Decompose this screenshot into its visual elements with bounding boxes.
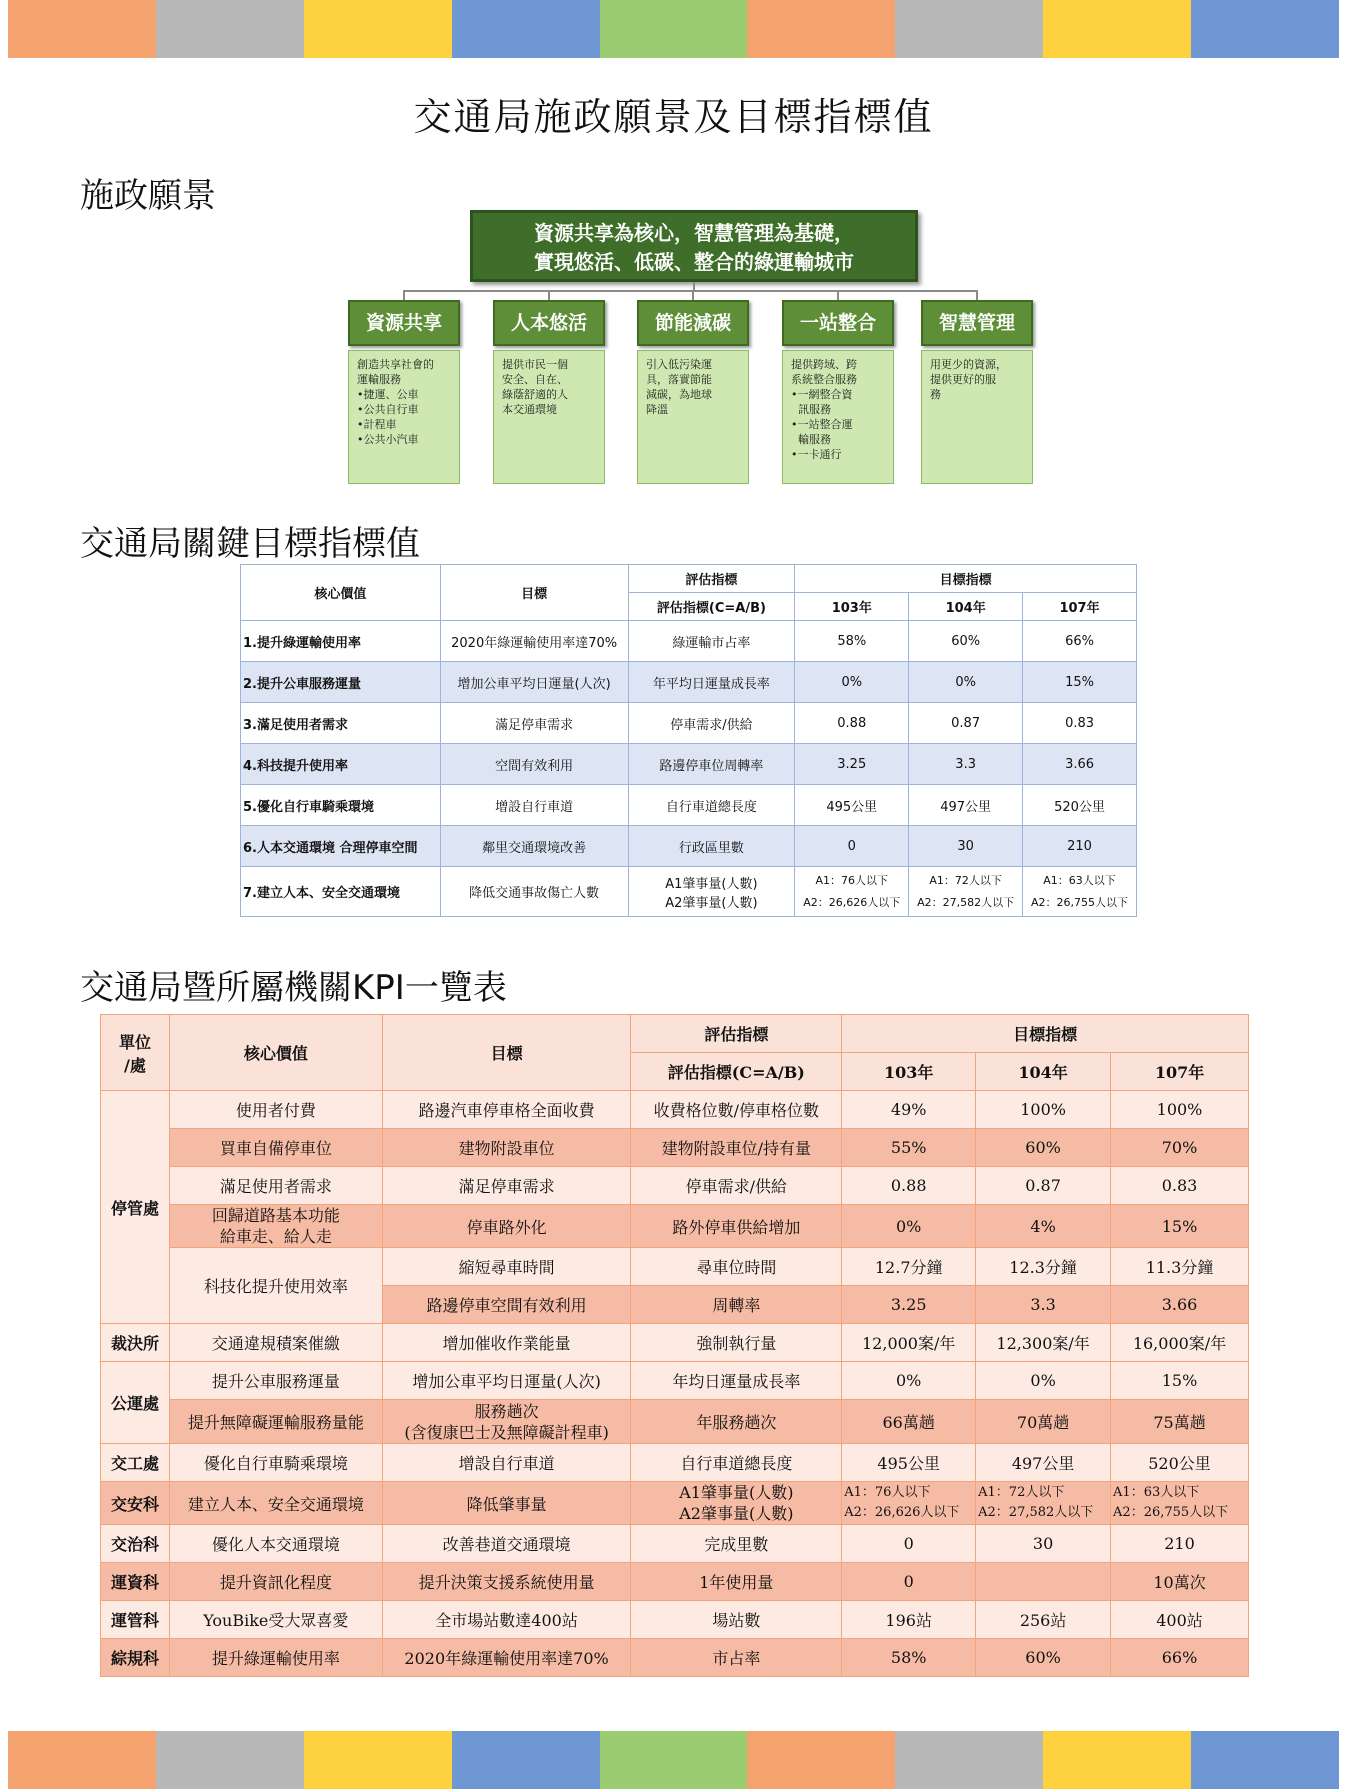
unit-cell: 交治科 (101, 1525, 170, 1563)
cell: 66% (1023, 621, 1137, 662)
cell: 鄰里交通環境改善 (440, 826, 628, 867)
cell: 0.83 (1023, 703, 1137, 744)
header-core: 核心價值 (241, 565, 441, 621)
cell: 0% (795, 662, 909, 703)
table-row (241, 867, 1137, 917)
cell: 場站數 (631, 1601, 842, 1639)
cell: 3.66 (1111, 1286, 1249, 1324)
cell: 3.25 (842, 1286, 976, 1324)
cell: 12.3分鐘 (976, 1248, 1111, 1286)
table-row (101, 1167, 1249, 1205)
cell-line: 服務趟次 (474, 1401, 539, 1421)
cell: 6.人本交通環境 合理停車空間 (241, 826, 441, 867)
cell: 完成里數 (631, 1525, 842, 1563)
cell: 0% (842, 1362, 976, 1400)
cell: 自行車道總長度 (628, 785, 795, 826)
cell: 收費格位數/停車格位數 (631, 1091, 842, 1129)
cell: 年均日運量成長率 (631, 1362, 842, 1400)
cell: 行政區里數 (628, 826, 795, 867)
cell-line: (含復康巴士及無障礙計程車) (404, 1422, 609, 1442)
pillar-smart-management (921, 300, 1033, 484)
cell-line: A2：26,755人以下 (1031, 895, 1129, 909)
table-row (241, 703, 1137, 744)
table-row (101, 1525, 1249, 1563)
cell: 12,300案/年 (976, 1324, 1111, 1362)
pillar-text: 提供跨域、跨 系統整合服務 •一網整合資 訊服務 •一站整合運 輸服務 •一卡通行 (791, 358, 857, 461)
color-segment (304, 0, 452, 58)
cell: 70萬趟 (976, 1400, 1111, 1444)
cell (169, 1205, 382, 1248)
cell: 3.25 (795, 744, 909, 785)
cell: 1.提升綠運輸使用率 (241, 621, 441, 662)
cell: 交通違規積案催繳 (169, 1324, 382, 1362)
cell: 自行車道總長度 (631, 1444, 842, 1482)
cell: 全市場站數達400站 (382, 1601, 631, 1639)
pillar-head: 人本悠活 (493, 300, 605, 346)
unit-cell: 交工處 (101, 1444, 170, 1482)
color-segment (452, 0, 600, 58)
cell: 降低肇事量 (382, 1482, 631, 1525)
cell (976, 1482, 1111, 1525)
pillar-text: 引入低污染運 具，落實節能 減碳，為地球 降溫 (646, 358, 712, 416)
cell: 0.88 (842, 1167, 976, 1205)
cell: 增加公車平均日運量(人次) (440, 662, 628, 703)
cell: 497公里 (976, 1444, 1111, 1482)
vision-root-line2: 實現悠活、低碳、整合的綠運輸城市 (534, 250, 854, 274)
cell: 買車自備停車位 (169, 1129, 382, 1167)
cell: 周轉率 (631, 1286, 842, 1324)
color-segment (600, 0, 748, 58)
cell: 400站 (1111, 1601, 1249, 1639)
cell: 0% (909, 662, 1023, 703)
color-segment (747, 0, 895, 58)
header-eval-formula: 評估指標(C=A/B) (628, 593, 795, 621)
cell: 2020年綠運輸使用率達70% (382, 1639, 631, 1677)
cell (1023, 867, 1137, 917)
vision-root-line1: 資源共享為核心，智慧管理為基礎， (534, 221, 854, 245)
cell (842, 1482, 976, 1525)
cell: 滿足停車需求 (440, 703, 628, 744)
cell: 3.3 (909, 744, 1023, 785)
cell: 提升綠運輸使用率 (169, 1639, 382, 1677)
cell: 60% (976, 1639, 1111, 1677)
cell: 75萬趟 (1111, 1400, 1249, 1444)
header-unit-line1: 單位 (118, 1032, 151, 1052)
table-row (101, 1324, 1249, 1362)
cell (795, 867, 909, 917)
color-segment (8, 1731, 156, 1789)
cell: 提升無障礙運輸服務量能 (169, 1400, 382, 1444)
cell: 12,000案/年 (842, 1324, 976, 1362)
cell-line: A1：63人以下 (1113, 1485, 1200, 1500)
cell: 增設自行車道 (382, 1444, 631, 1482)
table-row (101, 1362, 1249, 1400)
color-segment (895, 1731, 1043, 1789)
cell: 3.滿足使用者需求 (241, 703, 441, 744)
top-color-bar (8, 0, 1339, 58)
cell: 196站 (842, 1601, 976, 1639)
cell: 尋車位時間 (631, 1248, 842, 1286)
color-segment (304, 1731, 452, 1789)
header-107: 107年 (1023, 593, 1137, 621)
color-segment (1043, 0, 1191, 58)
table-row (101, 1400, 1249, 1444)
cell-line: A1：72人以下 (978, 1485, 1065, 1500)
pillar-head: 資源共享 (348, 300, 460, 346)
cell: 縮短尋車時間 (382, 1248, 631, 1286)
cell: 增設自行車道 (440, 785, 628, 826)
cell: 綠運輸市占率 (628, 621, 795, 662)
pillar-body (782, 350, 894, 484)
cell: 12.7分鐘 (842, 1248, 976, 1286)
cell: 市占率 (631, 1639, 842, 1677)
color-segment (452, 1731, 600, 1789)
cell: 提升資訊化程度 (169, 1563, 382, 1601)
header-103: 103年 (842, 1053, 976, 1091)
cell: 0.87 (976, 1167, 1111, 1205)
header-eval: 評估指標 (628, 565, 795, 593)
cell: 路外停車供給增加 (631, 1205, 842, 1248)
cell: 10萬次 (1111, 1563, 1249, 1601)
cell-line: A1：76人以下 (844, 1485, 931, 1500)
table-row (101, 1639, 1249, 1677)
pillar-body (637, 350, 749, 484)
table-row (241, 826, 1137, 867)
pillar-head: 一站整合 (782, 300, 894, 346)
cell-line: A1肇事量(人數) (665, 876, 758, 892)
cell: 55% (842, 1129, 976, 1167)
cell: 49% (842, 1091, 976, 1129)
cell: 70% (1111, 1129, 1249, 1167)
header-107: 107年 (1111, 1053, 1249, 1091)
cell: 0.87 (909, 703, 1023, 744)
cell: 降低交通事故傷亡人數 (440, 867, 628, 917)
cell: 路邊汽車停車格全面收費 (382, 1091, 631, 1129)
header-eval-formula: 評估指標(C=A/B) (631, 1053, 842, 1091)
pillar-energy-saving (637, 300, 749, 484)
cell: YouBike受大眾喜愛 (169, 1601, 382, 1639)
cell: 建物附設車位 (382, 1129, 631, 1167)
cell (909, 867, 1023, 917)
cell: 66萬趟 (842, 1400, 976, 1444)
table-row (101, 1601, 1249, 1639)
pillar-head: 智慧管理 (921, 300, 1033, 346)
kpi1-section-title: 交通局關鍵目標指標值 (80, 524, 420, 564)
cell: 路邊停車空間有效利用 (382, 1286, 631, 1324)
pillar-body (493, 350, 605, 484)
cell: 30 (909, 826, 1023, 867)
cell (631, 1482, 842, 1525)
header-103: 103年 (795, 593, 909, 621)
cell: 優化自行車騎乘環境 (169, 1444, 382, 1482)
header-goal: 目標 (440, 565, 628, 621)
header-unit-line2: /處 (124, 1055, 146, 1075)
cell: 4% (976, 1205, 1111, 1248)
color-segment (1043, 1731, 1191, 1789)
cell: 路邊停車位周轉率 (628, 744, 795, 785)
cell: 4.科技提升使用率 (241, 744, 441, 785)
color-segment (156, 0, 304, 58)
cell: 提升公車服務運量 (169, 1362, 382, 1400)
table-row (101, 1248, 1249, 1286)
cell: 60% (909, 621, 1023, 662)
cell: 年平均日運量成長率 (628, 662, 795, 703)
cell: 58% (842, 1639, 976, 1677)
pillar-head: 節能減碳 (637, 300, 749, 346)
cell-line: A2：27,582人以下 (978, 1505, 1094, 1520)
cell: 16,000案/年 (1111, 1324, 1249, 1362)
cell-line: A1肇事量(人數) (679, 1483, 794, 1502)
cell: 滿足停車需求 (382, 1167, 631, 1205)
cell: 11.3分鐘 (1111, 1248, 1249, 1286)
cell: 建立人本、安全交通環境 (169, 1482, 382, 1525)
cell-line: A2：27,582人以下 (917, 895, 1015, 909)
cell (976, 1563, 1111, 1601)
color-segment (747, 1731, 895, 1789)
cell: 建物附設車位/持有量 (631, 1129, 842, 1167)
cell-line: A2肇事量(人數) (665, 895, 758, 911)
kpi1-table (240, 564, 1137, 917)
table-row (101, 1444, 1249, 1482)
cell: 提升決策支援系統使用量 (382, 1563, 631, 1601)
cell: 空間有效利用 (440, 744, 628, 785)
cell: 年服務趟次 (631, 1400, 842, 1444)
cell: 0 (842, 1563, 976, 1601)
cell: 495公里 (795, 785, 909, 826)
pillar-resource-sharing (348, 300, 460, 484)
cell: 256站 (976, 1601, 1111, 1639)
unit-cell: 綜規科 (101, 1639, 170, 1677)
cell: 2020年綠運輸使用率達70% (440, 621, 628, 662)
pillar-people-oriented (493, 300, 605, 484)
cell: 優化人本交通環境 (169, 1525, 382, 1563)
cell (1111, 1482, 1249, 1525)
cell: 3.3 (976, 1286, 1111, 1324)
cell: 停車路外化 (382, 1205, 631, 1248)
cell: 強制執行量 (631, 1324, 842, 1362)
kpi2-section-title: 交通局暨所屬機關KPI一覽表 (80, 968, 507, 1008)
cell: 5.優化自行車騎乘環境 (241, 785, 441, 826)
bottom-color-bar (8, 1731, 1339, 1789)
table-row (101, 1129, 1249, 1167)
cell: 210 (1111, 1525, 1249, 1563)
cell: 495公里 (842, 1444, 976, 1482)
cell: 1年使用量 (631, 1563, 842, 1601)
cell: 停車需求/供給 (628, 703, 795, 744)
cell-line: A2肇事量(人數) (679, 1504, 794, 1523)
unit-cell: 公運處 (101, 1362, 170, 1444)
cell-line: A1：76人以下 (815, 873, 889, 887)
cell-line: A2：26,755人以下 (1113, 1505, 1229, 1520)
color-segment (895, 0, 1043, 58)
header-unit (101, 1015, 170, 1091)
cell: 使用者付費 (169, 1091, 382, 1129)
color-segment (156, 1731, 304, 1789)
table-row (241, 621, 1137, 662)
cell: 改善巷道交通環境 (382, 1525, 631, 1563)
cell: 2.提升公車服務運量 (241, 662, 441, 703)
pillar-text: 用更少的資源， 提供更好的服 務 (930, 358, 1007, 401)
page-title: 交通局施政願景及目標指標值 (413, 95, 934, 139)
cell: 停車需求/供給 (631, 1167, 842, 1205)
header-eval: 評估指標 (631, 1015, 842, 1053)
header-goal: 目標 (382, 1015, 631, 1091)
cell: 0% (842, 1205, 976, 1248)
cell: 0 (795, 826, 909, 867)
cell: 520公里 (1111, 1444, 1249, 1482)
table-header-row (241, 565, 1137, 593)
color-segment (1191, 1731, 1339, 1789)
cell-line: A2：26,626人以下 (844, 1505, 960, 1520)
table-row (101, 1091, 1249, 1129)
cell: 15% (1111, 1362, 1249, 1400)
cell: 0.88 (795, 703, 909, 744)
cell-line: 回歸道路基本功能 (211, 1206, 340, 1225)
cell (382, 1400, 631, 1444)
table-row (241, 662, 1137, 703)
cell: 497公里 (909, 785, 1023, 826)
table-row (101, 1205, 1249, 1248)
pillar-text: 創造共享社會的 運輸服務 •捷運、公車 •公共自行車 •計程車 •公共小汽車 (357, 358, 434, 446)
cell: 210 (1023, 826, 1137, 867)
unit-cell: 交安科 (101, 1482, 170, 1525)
cell: 66% (1111, 1639, 1249, 1677)
header-104: 104年 (909, 593, 1023, 621)
cell: 15% (1023, 662, 1137, 703)
cell: 0.83 (1111, 1167, 1249, 1205)
pillar-body (921, 350, 1033, 484)
header-core: 核心價值 (169, 1015, 382, 1091)
cell: 0 (842, 1525, 976, 1563)
cell: 增加催收作業能量 (382, 1324, 631, 1362)
kpi2-table (100, 1014, 1249, 1677)
color-segment (1191, 0, 1339, 58)
cell: 科技化提升使用效率 (169, 1248, 382, 1324)
cell: 增加公車平均日運量(人次) (382, 1362, 631, 1400)
unit-cell: 運資科 (101, 1563, 170, 1601)
unit-cell: 裁決所 (101, 1324, 170, 1362)
color-segment (600, 1731, 748, 1789)
cell: 100% (1111, 1091, 1249, 1129)
cell: 520公里 (1023, 785, 1137, 826)
cell: 60% (976, 1129, 1111, 1167)
vision-section-title: 施政願景 (80, 176, 216, 216)
cell-line: A1：63人以下 (1043, 873, 1116, 887)
connector-line (403, 290, 978, 292)
header-target: 目標指標 (795, 565, 1137, 593)
table-row (101, 1482, 1249, 1525)
cell: 0% (976, 1362, 1111, 1400)
cell: 58% (795, 621, 909, 662)
cell: 滿足使用者需求 (169, 1167, 382, 1205)
cell: 100% (976, 1091, 1111, 1129)
cell-line: A1：72人以下 (929, 873, 1002, 887)
unit-cell: 停管處 (101, 1091, 170, 1324)
pillar-integration (782, 300, 894, 484)
header-104: 104年 (976, 1053, 1111, 1091)
cell-line: A2：26,626人以下 (803, 895, 901, 909)
pillar-body (348, 350, 460, 484)
color-segment (8, 0, 156, 58)
unit-cell: 運管科 (101, 1601, 170, 1639)
cell: 30 (976, 1525, 1111, 1563)
table-row (241, 785, 1137, 826)
table-row (241, 744, 1137, 785)
cell-line: 給車走、給人走 (219, 1227, 332, 1246)
header-target: 目標指標 (842, 1015, 1249, 1053)
table-row (101, 1563, 1249, 1601)
cell: 7.建立人本、安全交通環境 (241, 867, 441, 917)
cell: 3.66 (1023, 744, 1137, 785)
table-header-row (101, 1015, 1249, 1053)
cell: 15% (1111, 1205, 1249, 1248)
vision-root-box (470, 210, 918, 282)
cell (628, 867, 795, 917)
pillar-text: 提供市民一個 安全、自在、 綠蔭舒適的人 本交通環境 (502, 358, 568, 416)
